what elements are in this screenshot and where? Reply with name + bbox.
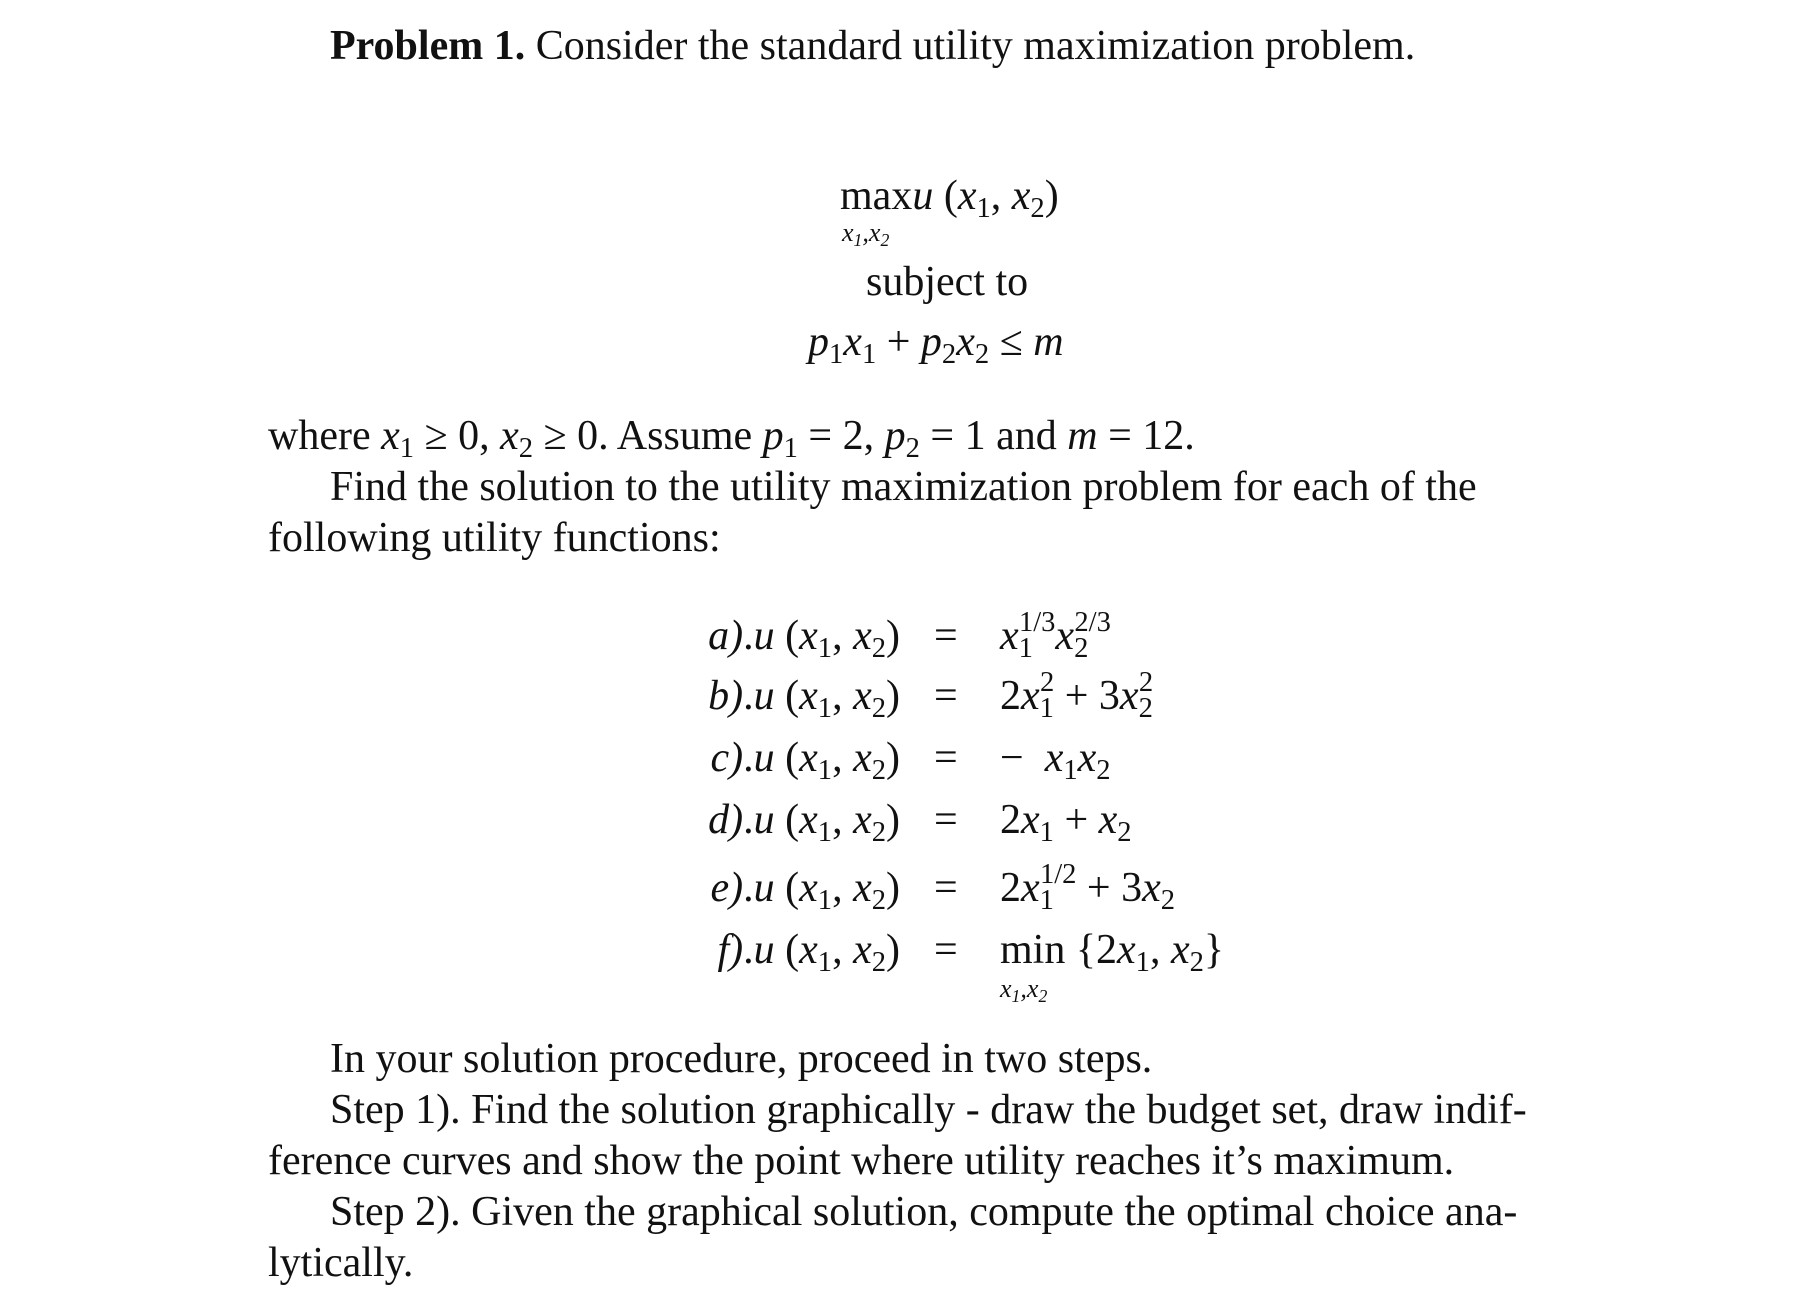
problem-heading [330,22,1415,70]
instruction-paragraph: Find the solution to the utility maximization problem for each of the following utility functions: [268,464,1477,561]
conditions-line: where $x_1 \ge 0$, $x_2 \ge 0$. Assume $p_1 = 2$, $p_2 = 1$ and m = 12. [268,413,1195,464]
problem-label: Problem 1. [330,23,526,69]
budget-constraint: $p_1x_1 + p_2x_2 \le m$ [808,319,1064,370]
objective-line: maxu ($x_1$, $x_2$) [840,173,1059,224]
utility-symbol: u [912,173,934,219]
max-operator: max [840,173,913,219]
procedure-paragraph: In your solution procedure, proceed in two steps. Step 1). Find the solution graphically - draw the budget set, draw indif- ference curves and show the point where utility reaches it’s maximum. Step 2). Given the graphical solution, compute the optimal choice ana- lytically. [268,1036,1527,1286]
problem-intro-text: Consider the standard utility maximization problem. [535,23,1416,69]
max-subscript: $x_1,x_2$ [842,218,890,250]
subject-to-text: subject to [866,259,1029,305]
min-subscript: $x_1,x_2$ [1000,974,1048,1006]
